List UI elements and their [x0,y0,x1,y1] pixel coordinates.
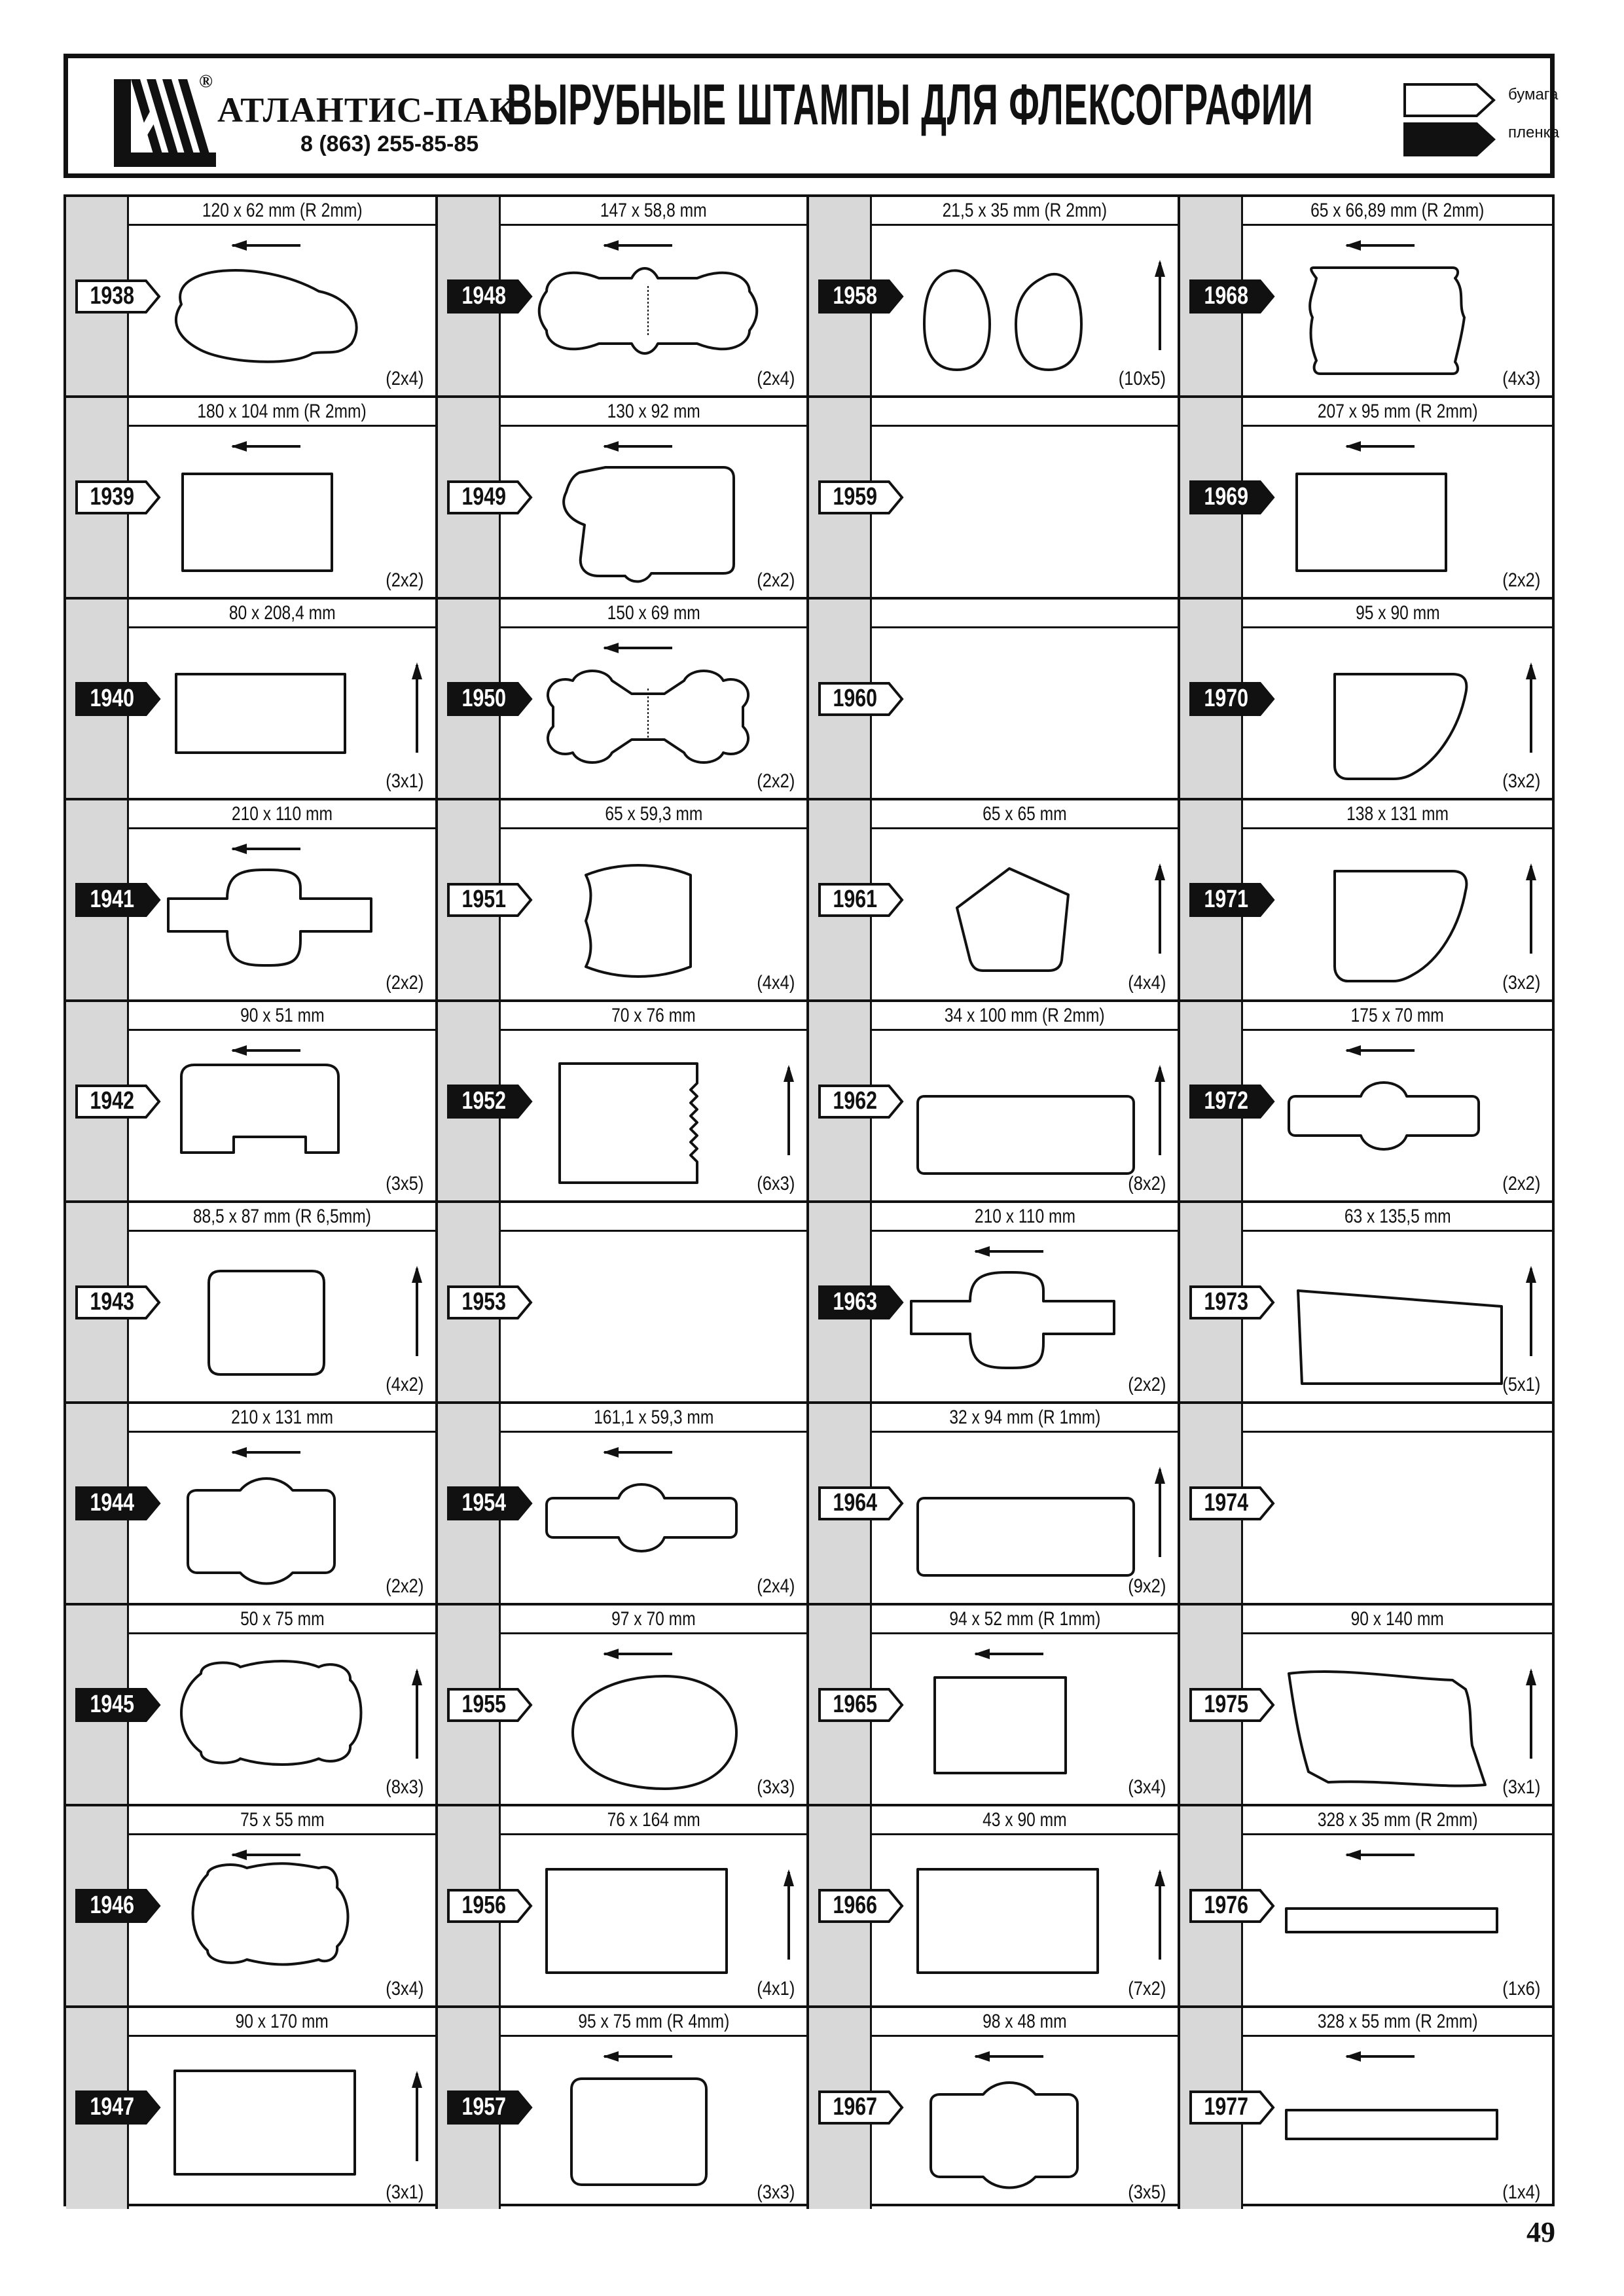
material-legend [1403,81,1559,163]
die-number: 1956 [461,1892,506,1920]
feed-direction-arrow-icon [412,1668,422,1759]
die-number: 1975 [1204,1690,1248,1718]
die-layout-count: (6x3) [756,1172,795,1194]
die-layout-count: (2x4) [756,368,795,390]
die-layout-count: (4x3) [1502,368,1540,390]
die-size-label: 90 x 51 mm [129,1002,435,1031]
die-layout-count: (4x4) [756,971,795,994]
die-size-label: 150 x 69 mm [501,600,806,628]
feed-direction-arrow-icon [231,240,300,251]
die-number: 1965 [833,1690,877,1718]
die-size-label: 180 x 104 mm (R 2mm) [129,398,435,427]
die-size-label: 97 x 70 mm [501,1605,806,1634]
company-name: АТЛАНТИС-ПАК [217,90,516,130]
die-layout-count: (2x2) [756,569,795,591]
die-number: 1958 [833,282,877,310]
feed-direction-arrow-icon [231,844,300,854]
die-number: 1941 [90,886,134,914]
die-size-label: 210 x 110 mm [129,800,435,829]
die-size-label: 43 x 90 mm [872,1806,1178,1835]
feed-direction-arrow-icon [1526,1668,1536,1759]
die-item-1974 [1180,1404,1552,1605]
die-size-label: 95 x 75 mm (R 4mm) [501,2008,806,2037]
die-number: 1959 [833,483,877,511]
die-number-tag [75,480,159,513]
die-number-tag [1189,2090,1273,2123]
die-number: 1976 [1204,1892,1248,1920]
die-item-1953 [438,1203,809,1404]
die-item-1948 [438,197,809,398]
die-size-label: 120 x 62 mm (R 2mm) [129,197,435,226]
die-item-1945 [66,1605,438,1806]
die-layout-count: (2x2) [385,569,424,591]
die-layout-count: (9x2) [1127,1575,1166,1597]
die-number: 1947 [90,2092,134,2121]
die-item-1940 [66,600,438,800]
die-number: 1961 [833,886,877,914]
die-item-1954 [438,1404,809,1605]
die-item-1976 [1180,1806,1552,2007]
legend-tags-icon [1403,81,1508,163]
feed-direction-arrow-icon [412,662,422,753]
die-number-tag [447,1285,531,1318]
die-number-tag [818,279,902,312]
die-layout-count: (10x5) [1118,368,1166,390]
feed-direction-arrow-icon [231,1850,300,1860]
die-size-label [872,398,1178,427]
die-layout-count: (3x1) [1502,1776,1540,1799]
die-size-label: 328 x 55 mm (R 2mm) [1243,2008,1552,2037]
die-number: 1939 [90,483,134,511]
die-size-label: 65 x 59,3 mm [501,800,806,829]
die-item-1946 [66,1806,438,2007]
die-size-label: 65 x 66,89 mm (R 2mm) [1243,197,1552,226]
die-size-label: 175 x 70 mm [1243,1002,1552,1031]
die-number-tag [818,2090,902,2123]
die-number-tag [818,1688,902,1721]
company-logo-icon [114,79,216,167]
die-layout-count: (3x5) [1127,2181,1166,2203]
die-number-tag [447,2090,531,2123]
die-item-1941 [66,800,438,1001]
die-number-tag [75,279,159,312]
die-item-1961 [809,800,1180,1001]
die-number: 1969 [1204,483,1248,511]
die-item-1947 [66,2008,438,2209]
die-size-label: 95 x 90 mm [1243,600,1552,628]
die-item-1968 [1180,197,1552,398]
die-number: 1973 [1204,1288,1248,1316]
die-item-1958 [809,197,1180,398]
die-item-1962 [809,1002,1180,1203]
die-number: 1971 [1204,886,1248,914]
feed-direction-arrow-icon [603,1447,672,1458]
feed-direction-arrow-icon [412,2071,422,2161]
die-number-tag [75,1085,159,1117]
feed-direction-arrow-icon [1155,863,1165,954]
die-layout-count: (3x4) [385,1977,424,2000]
die-layout-count: (3x5) [385,1172,424,1194]
die-number: 1944 [90,1489,134,1517]
die-layout-count: (3x1) [385,770,424,793]
die-number-tag [447,682,531,715]
die-number: 1962 [833,1086,877,1115]
die-layout-count: (2x2) [756,770,795,793]
feed-direction-arrow-icon [1155,1467,1165,1557]
die-number-tag [75,1285,159,1318]
die-shape-none-icon [872,427,1180,599]
die-size-label: 210 x 110 mm [872,1203,1178,1232]
die-number: 1953 [461,1288,506,1316]
die-number: 1960 [833,684,877,712]
die-item-1949 [438,398,809,599]
die-number-tag [1189,480,1273,513]
die-item-1939 [66,398,438,599]
die-number: 1963 [833,1288,877,1316]
die-layout-count: (4x2) [385,1374,424,1396]
die-layout-count: (1x6) [1502,1977,1540,2000]
die-size-label: 328 x 35 mm (R 2mm) [1243,1806,1552,1835]
die-number-tag [818,1285,902,1318]
feed-direction-arrow-icon [1345,1850,1415,1860]
die-item-1963 [809,1203,1180,1404]
die-item-1960 [809,600,1180,800]
page-title: ВЫРУБНЫЕ ШТАМПЫ ДЛЯ ФЛЕКСОГРАФИИ [507,72,1314,137]
die-layout-count: (3x2) [1502,770,1540,793]
die-item-1959 [809,398,1180,599]
feed-direction-arrow-icon [974,2051,1043,2062]
die-layout-count: (2x2) [1502,1172,1540,1194]
feed-direction-arrow-icon [231,441,300,452]
die-layout-count: (2x2) [1127,1374,1166,1396]
die-size-label: 80 x 208,4 mm [129,600,435,628]
die-item-1957 [438,2008,809,2209]
die-item-1942 [66,1002,438,1203]
legend-paper-label: бумага [1508,86,1559,103]
die-number-tag [1189,279,1273,312]
die-outline-drawing [501,1232,806,1401]
die-item-1950 [438,600,809,800]
die-layout-count: (4x1) [756,1977,795,2000]
die-shape-none-icon [1243,1433,1551,1605]
die-number: 1966 [833,1892,877,1920]
die-number-tag [447,1085,531,1117]
die-size-label: 90 x 140 mm [1243,1605,1552,1634]
die-number: 1954 [461,1489,506,1517]
die-size-label: 138 x 131 mm [1243,800,1552,829]
die-outline-drawing [872,427,1178,596]
die-layout-count: (3x2) [1502,971,1540,994]
die-layout-count: (2x4) [385,368,424,390]
die-item-1955 [438,1605,809,1806]
die-number: 1940 [90,684,134,712]
feed-direction-arrow-icon [974,1649,1043,1659]
die-size-label: 147 x 58,8 mm [501,197,806,226]
feed-direction-arrow-icon [1526,662,1536,753]
die-number-tag [447,883,531,916]
die-number-tag [818,1486,902,1519]
feed-direction-arrow-icon [1345,441,1415,452]
die-number-tag [75,883,159,916]
die-number: 1945 [90,1690,134,1718]
die-number: 1952 [461,1086,506,1115]
die-number-tag [818,682,902,715]
die-size-label: 207 x 95 mm (R 2mm) [1243,398,1552,427]
company-phone: 8 (863) 255-85-85 [300,132,479,156]
die-size-label: 34 x 100 mm (R 2mm) [872,1002,1178,1031]
feed-direction-arrow-icon [231,1045,300,1056]
die-item-1977 [1180,2008,1552,2209]
die-item-1971 [1180,800,1552,1001]
die-number: 1946 [90,1892,134,1920]
die-number-tag [447,279,531,312]
die-number: 1955 [461,1690,506,1718]
feed-direction-arrow-icon [1526,1266,1536,1356]
feed-direction-arrow-icon [603,441,672,452]
die-layout-count: (3x1) [385,2181,424,2203]
feed-direction-arrow-icon [603,2051,672,2062]
die-number: 1950 [461,684,506,712]
feed-direction-arrow-icon [1155,1869,1165,1960]
die-item-1973 [1180,1203,1552,1404]
die-number-tag [818,480,902,513]
die-item-1969 [1180,398,1552,599]
die-item-1970 [1180,600,1552,800]
feed-direction-arrow-icon [603,643,672,653]
die-number-tag [447,1889,531,1922]
die-size-label [501,1203,806,1232]
feed-direction-arrow-icon [603,1649,672,1659]
feed-direction-arrow-icon [1345,2051,1415,2062]
die-item-1943 [66,1203,438,1404]
die-number-tag [75,1688,159,1721]
registered-mark: ® [199,71,213,92]
die-number-tag [1189,682,1273,715]
die-item-1975 [1180,1605,1552,1806]
die-size-label: 75 x 55 mm [129,1806,435,1835]
die-number-tag [447,480,531,513]
die-catalog-grid [63,194,1555,2206]
die-number: 1949 [461,483,506,511]
die-layout-count: (2x2) [1502,569,1540,591]
feed-direction-arrow-icon [1526,863,1536,954]
feed-direction-arrow-icon [784,1869,794,1960]
die-number: 1964 [833,1489,877,1517]
die-number: 1977 [1204,2092,1248,2121]
die-shape-none-icon [501,1232,808,1404]
die-number: 1972 [1204,1086,1248,1115]
die-number-tag [447,1486,531,1519]
die-size-label: 98 x 48 mm [872,2008,1178,2037]
die-item-1964 [809,1404,1180,1605]
die-size-label: 65 x 65 mm [872,800,1178,829]
feed-direction-arrow-icon [412,1266,422,1356]
die-size-label: 32 x 94 mm (R 1mm) [872,1404,1178,1433]
feed-direction-arrow-icon [1345,240,1415,251]
die-layout-count: (2x4) [756,1575,795,1597]
feed-direction-arrow-icon [603,240,672,251]
die-number-tag [75,682,159,715]
legend-film-label: пленка [1508,124,1559,141]
page-number: 49 [1526,2216,1555,2248]
die-size-label: 63 x 135,5 mm [1243,1203,1552,1232]
die-number-tag [75,2090,159,2123]
die-layout-count: (1x4) [1502,2181,1540,2203]
die-outline-drawing [872,628,1178,798]
die-size-label: 210 x 131 mm [129,1404,435,1433]
die-item-1966 [809,1806,1180,2007]
die-item-1951 [438,800,809,1001]
die-number-tag [1189,883,1273,916]
die-size-label: 161,1 x 59,3 mm [501,1404,806,1433]
feed-direction-arrow-icon [784,1065,794,1155]
die-size-label: 50 x 75 mm [129,1605,435,1634]
die-item-1965 [809,1605,1180,1806]
die-size-label [1243,1404,1552,1433]
die-number-tag [1189,1889,1273,1922]
die-layout-count: (5x1) [1502,1374,1540,1396]
die-number-tag [818,1085,902,1117]
die-number: 1938 [90,282,134,310]
feed-direction-arrow-icon [1155,1065,1165,1155]
die-item-1967 [809,2008,1180,2209]
feed-direction-arrow-icon [974,1246,1043,1257]
die-layout-count: (2x2) [385,971,424,994]
die-number-tag [818,1889,902,1922]
die-shape-none-icon [872,628,1180,800]
die-layout-count: (7x2) [1127,1977,1166,2000]
die-number-tag [818,883,902,916]
die-number: 1943 [90,1288,134,1316]
die-number: 1974 [1204,1489,1248,1517]
die-number: 1957 [461,2092,506,2121]
die-number-tag [1189,1085,1273,1117]
die-layout-count: (8x3) [385,1776,424,1799]
die-layout-count: (2x2) [385,1575,424,1597]
die-number: 1942 [90,1086,134,1115]
die-item-1956 [438,1806,809,2007]
die-item-1972 [1180,1002,1552,1203]
die-size-label: 21,5 x 35 mm (R 2mm) [872,197,1178,226]
die-layout-count: (8x2) [1127,1172,1166,1194]
die-number-tag [75,1486,159,1519]
die-layout-count: (4x4) [1127,971,1166,994]
die-size-label [872,600,1178,628]
die-layout-count: (3x3) [756,1776,795,1799]
die-number: 1951 [461,886,506,914]
die-item-1952 [438,1002,809,1203]
die-item-1938 [66,197,438,398]
die-layout-count: (3x3) [756,2181,795,2203]
die-layout-count: (3x4) [1127,1776,1166,1799]
die-size-label: 70 x 76 mm [501,1002,806,1031]
die-size-label: 94 x 52 mm (R 1mm) [872,1605,1178,1634]
die-number-tag [75,1889,159,1922]
page-header [63,54,1559,178]
die-size-label: 88,5 x 87 mm (R 6,5mm) [129,1203,435,1232]
die-number: 1968 [1204,282,1248,310]
die-number-tag [447,1688,531,1721]
die-item-1944 [66,1404,438,1605]
die-size-label: 130 x 92 mm [501,398,806,427]
feed-direction-arrow-icon [1345,1045,1415,1056]
die-number-tag [1189,1486,1273,1519]
die-outline-drawing [1243,1433,1552,1602]
die-size-label: 90 x 170 mm [129,2008,435,2037]
die-number: 1948 [461,282,506,310]
die-size-label: 76 x 164 mm [501,1806,806,1835]
feed-direction-arrow-icon [231,1447,300,1458]
feed-direction-arrow-icon [1155,260,1165,350]
die-number: 1970 [1204,684,1248,712]
die-number-tag [1189,1688,1273,1721]
die-number-tag [1189,1285,1273,1318]
die-number: 1967 [833,2092,877,2121]
